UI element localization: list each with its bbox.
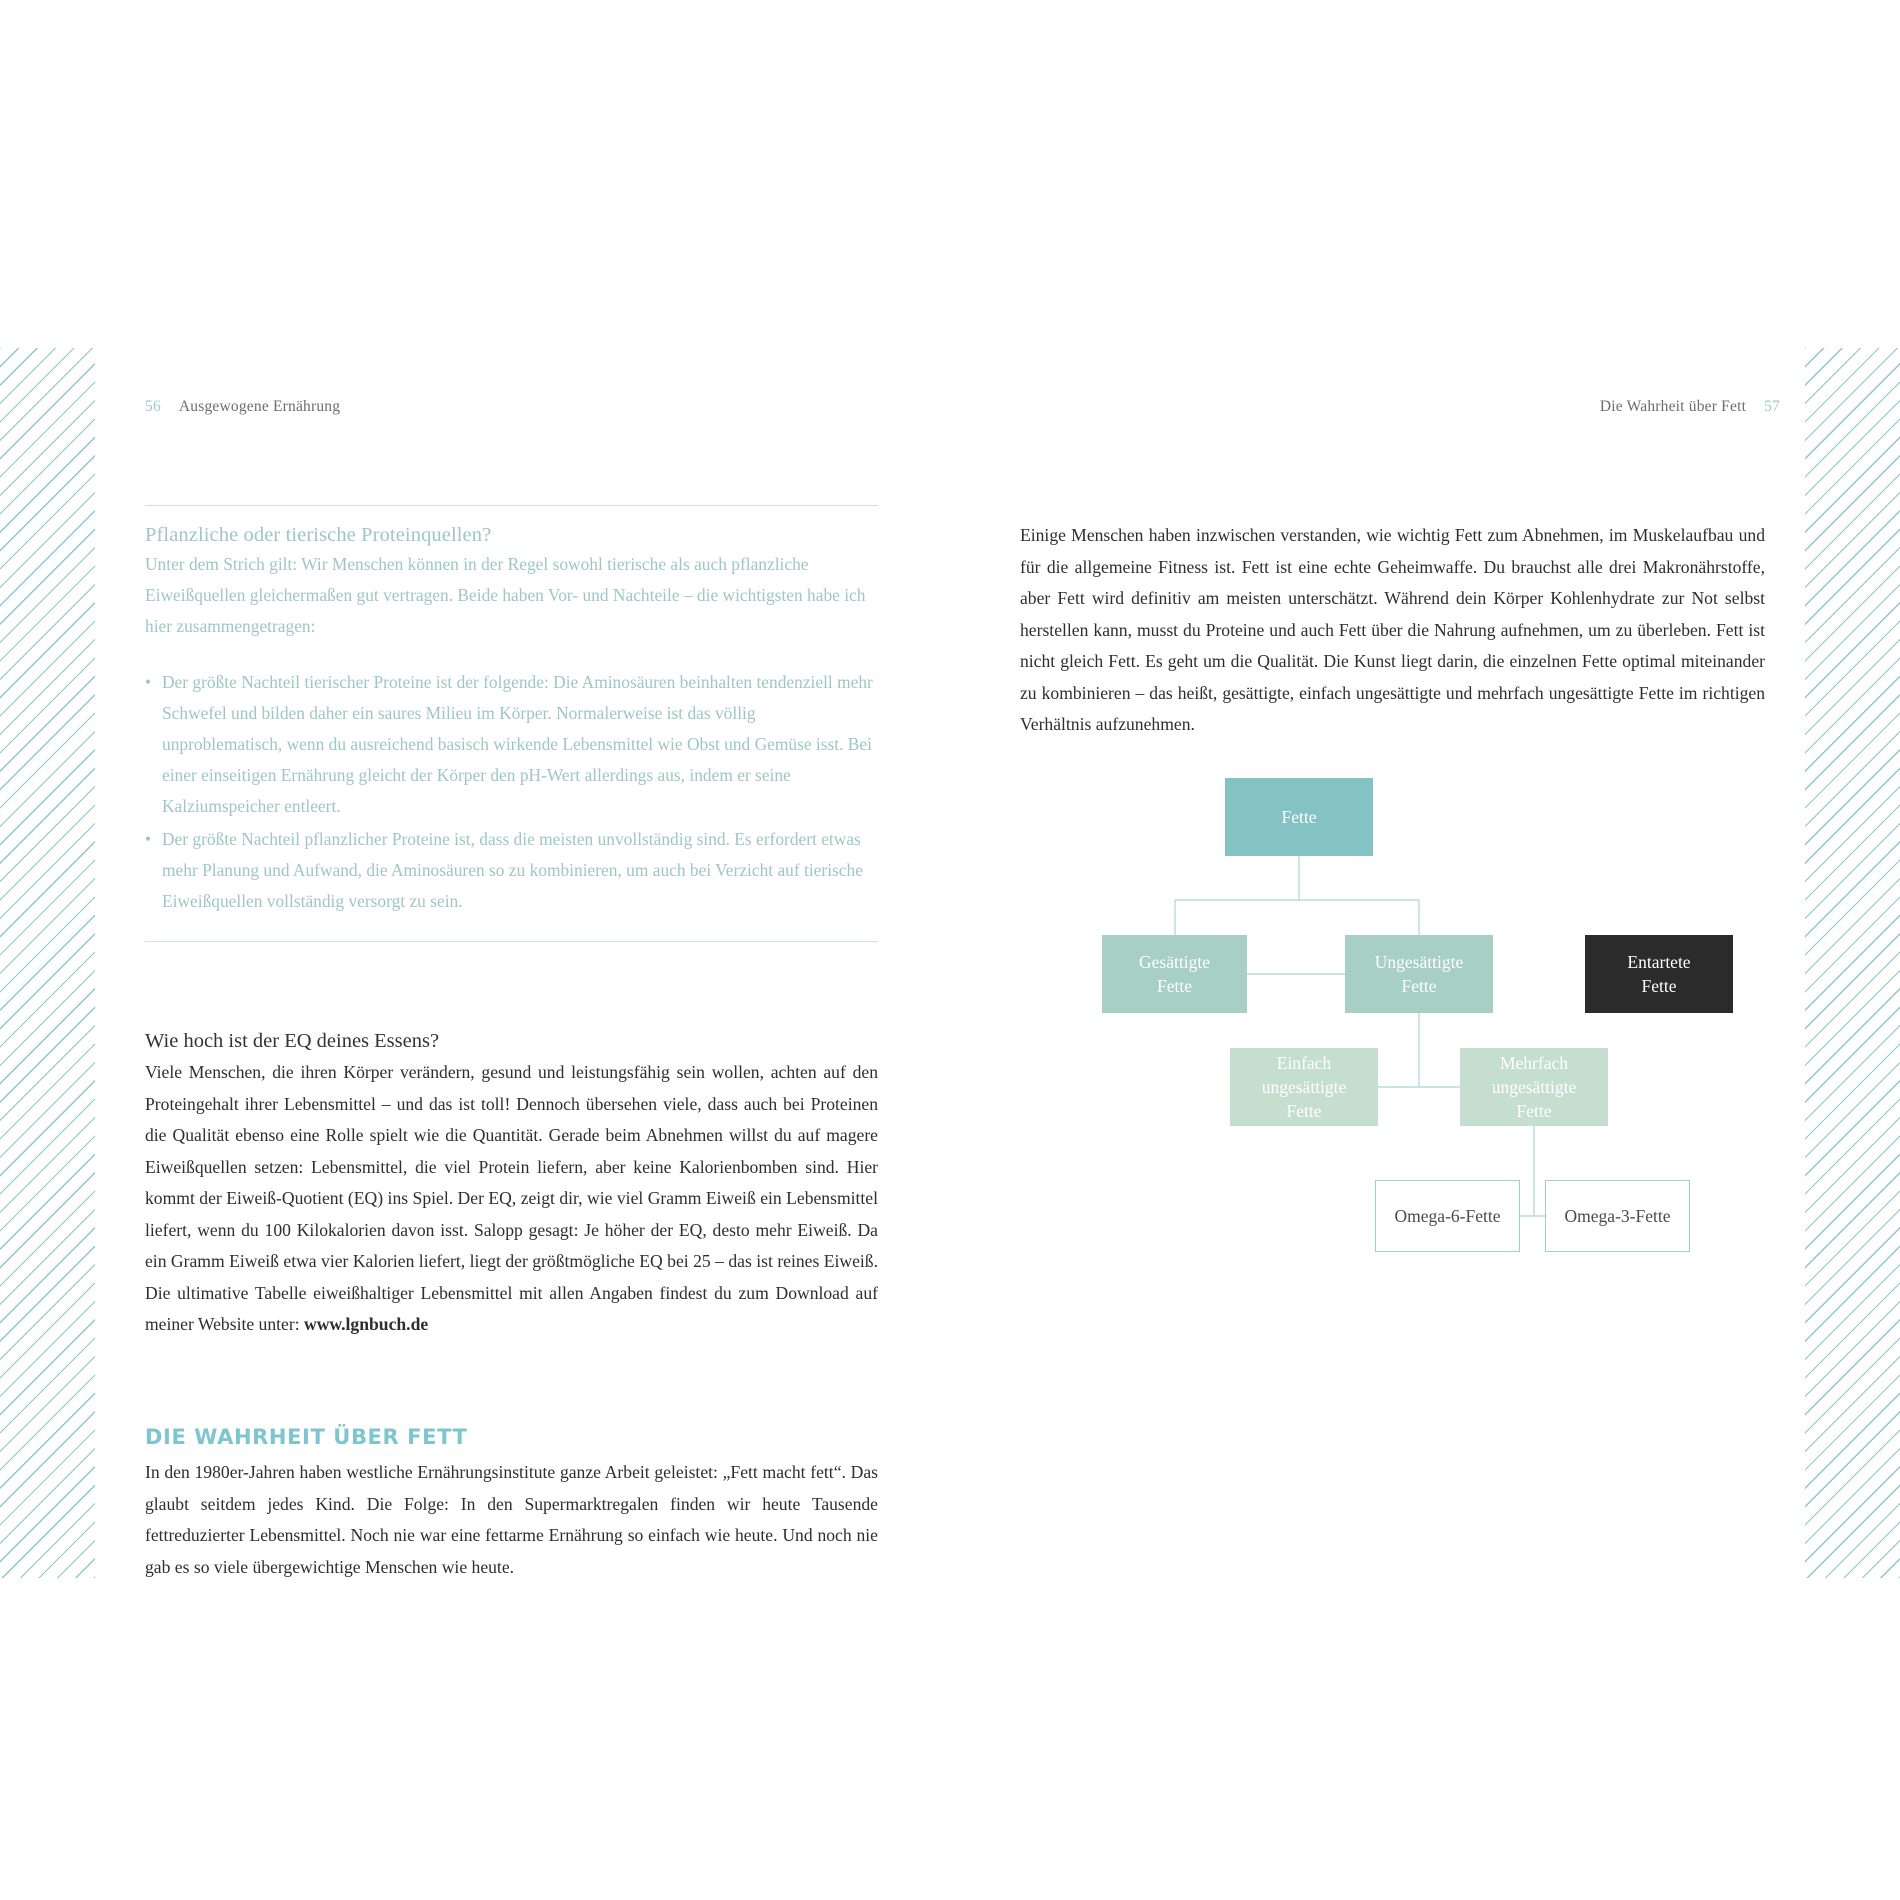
- section-eq-text: Viele Menschen, die ihren Körper verändern, gesund und leistungsfähig sein wollen, achten auf den Proteingehalt ihrer Lebensmittel – und das ist toll! Dennoch übersehen viele, dass auch bei Proteinen die Qualität ebenso eine Rolle spielt wie die Quantität. Gerade beim Abnehmen willst du auf magere Eiweißquellen setzen: Lebensmittel, die viel Protein liefern, aber keine Kalorienbomben sind. Hier kommt der Eiweiß-Quotient (EQ) ins Spiel. Der EQ, zeigt dir, wie viel Gramm Eiweiß ein Lebensmittel liefert, wenn du 100 Kilokalorien davon isst. Salopp gesagt: Je höher der EQ, desto mehr Eiweiß. Da ein Gramm Eiweiß etwa vier Kalorien liefert, liegt der größtmögliche EQ bei 25 – das ist reines Eiweiß. Die ultimative Tabelle eiweißhaltiger Lebensmittel mit allen Angaben findest du zum Download auf meiner Website unter:: [145, 1062, 878, 1334]
- section-truth-about-fat: [145, 1425, 878, 1583]
- running-head-left: [145, 398, 340, 416]
- section-truth-about-fat-body: In den 1980er-Jahren haben westliche Ernährungsinstitute ganze Arbeit geleistet: „Fett macht fett“. Das glaubt seitdem jedes Kind. Die Folge: In den Supermarktregalen finden wir heute Tausende fettreduzierter Lebensmittel. Noch nie war eine fettarme Ernährung so einfach wie heute. Und noch nie gab es so viele übergewichtige Menschen wie heute.: [145, 1462, 878, 1577]
- section-eq-body: [145, 1057, 878, 1341]
- diagram-node-label: Einfach ungesättigte Fette: [1261, 1053, 1347, 1121]
- highlight-intro: Unter dem Strich gilt: Wir Menschen können in der Regel sowohl tierische als auch pflanzliche Eiweißquellen gleichermaßen gut vertragen. Beide haben Vor- und Nachteile – die wichtigsten habe ich hier zusammengetragen:: [145, 554, 866, 636]
- page-number-left: 56: [145, 398, 161, 415]
- decorative-hatch-right: [1805, 348, 1900, 1578]
- diagram-node-omega-6-fette: [1375, 1180, 1520, 1252]
- diagram-node-label: Entartete Fette: [1627, 952, 1691, 996]
- diagram-node-entartete-fette: [1585, 935, 1733, 1013]
- list-item: • Der größte Nachteil pflanzlicher Proteine ist, dass die meisten unvollständig sind. Es erfordert etwas mehr Planung und Aufwand, die Aminosäuren so zu kombinieren, um auch bei Verzicht auf tierische Eiweißquellen vollständig versorgt zu sein.: [145, 824, 878, 917]
- diagram-node-label: Omega-6-Fette: [1394, 1206, 1501, 1226]
- list-item: • Der größte Nachteil tierischer Proteine ist der folgende: Die Aminosäuren beinhalten tendenziell mehr Schwefel und bilden daher ein saures Milieu im Körper. Normalerweise ist das völlig unproblematisch, wenn du ausreichend basisch wirkende Lebensmittel wie Obst und Gemüse isst. Bei einer einseitigen Ernährung gleicht der Körper den pH-Wert allerdings aus, indem er seine Kalziumspeicher entleert.: [145, 667, 878, 822]
- running-head-left-text: Ausgewogene Ernährung: [178, 398, 341, 415]
- right-page-body: Einige Menschen haben inzwischen verstanden, wie wichtig Fett zum Abnehmen, im Muskelaufbau und für die allgemeine Fitness ist. Fett ist eine echte Geheimwaffe. Du brauchst alle drei Makronährstoffe, aber Fett wird definitiv am meisten unterschätzt. Während dein Körper Kohlenhydrate zur Not selbst herstellen kann, musst du Proteine und auch Fett über die Nahrung aufnehmen, um zu überleben. Fett ist nicht gleich Fett. Es geht um die Qualität. Die Kunst liegt darin, die einzelnen Fette optimal miteinander zu kombinieren – das heißt, gesättigte, einfach ungesättigte und mehrfach ungesättigte Fette im richtigen Verhältnis aufzunehmen.: [1020, 525, 1765, 734]
- diagram-node-ungesaettigte-fette: [1345, 935, 1493, 1013]
- section-truth-about-fat-heading: DIE WAHRHEIT ÜBER FETT: [145, 1425, 468, 1449]
- diagram-node-gesaettigte-fette: [1102, 935, 1247, 1013]
- diagram-node-fette: [1225, 778, 1373, 856]
- right-page: [1020, 0, 1780, 1900]
- diagram-node-einfach-ungesaettigte-fette: [1230, 1048, 1378, 1126]
- diagram-node-label: Omega-3-Fette: [1564, 1206, 1671, 1226]
- section-eq: [145, 1030, 878, 1341]
- decorative-hatch-left: [0, 348, 95, 1578]
- diagram-node-label: Mehrfach ungesättigte Fette: [1491, 1053, 1577, 1121]
- left-page: [145, 0, 885, 1900]
- page-number-right: 57: [1764, 398, 1780, 415]
- diagram-node-label: Fette: [1281, 807, 1317, 827]
- diagram-node-label: Gesättigte Fette: [1139, 952, 1210, 996]
- section-eq-heading: Wie hoch ist der EQ deines Essens?: [145, 1030, 440, 1052]
- highlight-bullet-list: [145, 667, 878, 917]
- highlight-box: [145, 505, 878, 942]
- diagram-node-omega-3-fette: [1545, 1180, 1690, 1252]
- fat-types-diagram: [1020, 760, 1780, 1320]
- website-link[interactable]: www.lgnbuch.de: [304, 1314, 429, 1334]
- diagram-node-label: Ungesättigte Fette: [1374, 952, 1464, 996]
- running-head-right: [1600, 398, 1780, 416]
- diagram-node-mehrfach-ungesaettigte-fette: [1460, 1048, 1608, 1126]
- highlight-heading: Pflanzliche oder tierische Proteinquellen?: [145, 524, 492, 546]
- running-head-right-text: Die Wahrheit über Fett: [1599, 398, 1747, 415]
